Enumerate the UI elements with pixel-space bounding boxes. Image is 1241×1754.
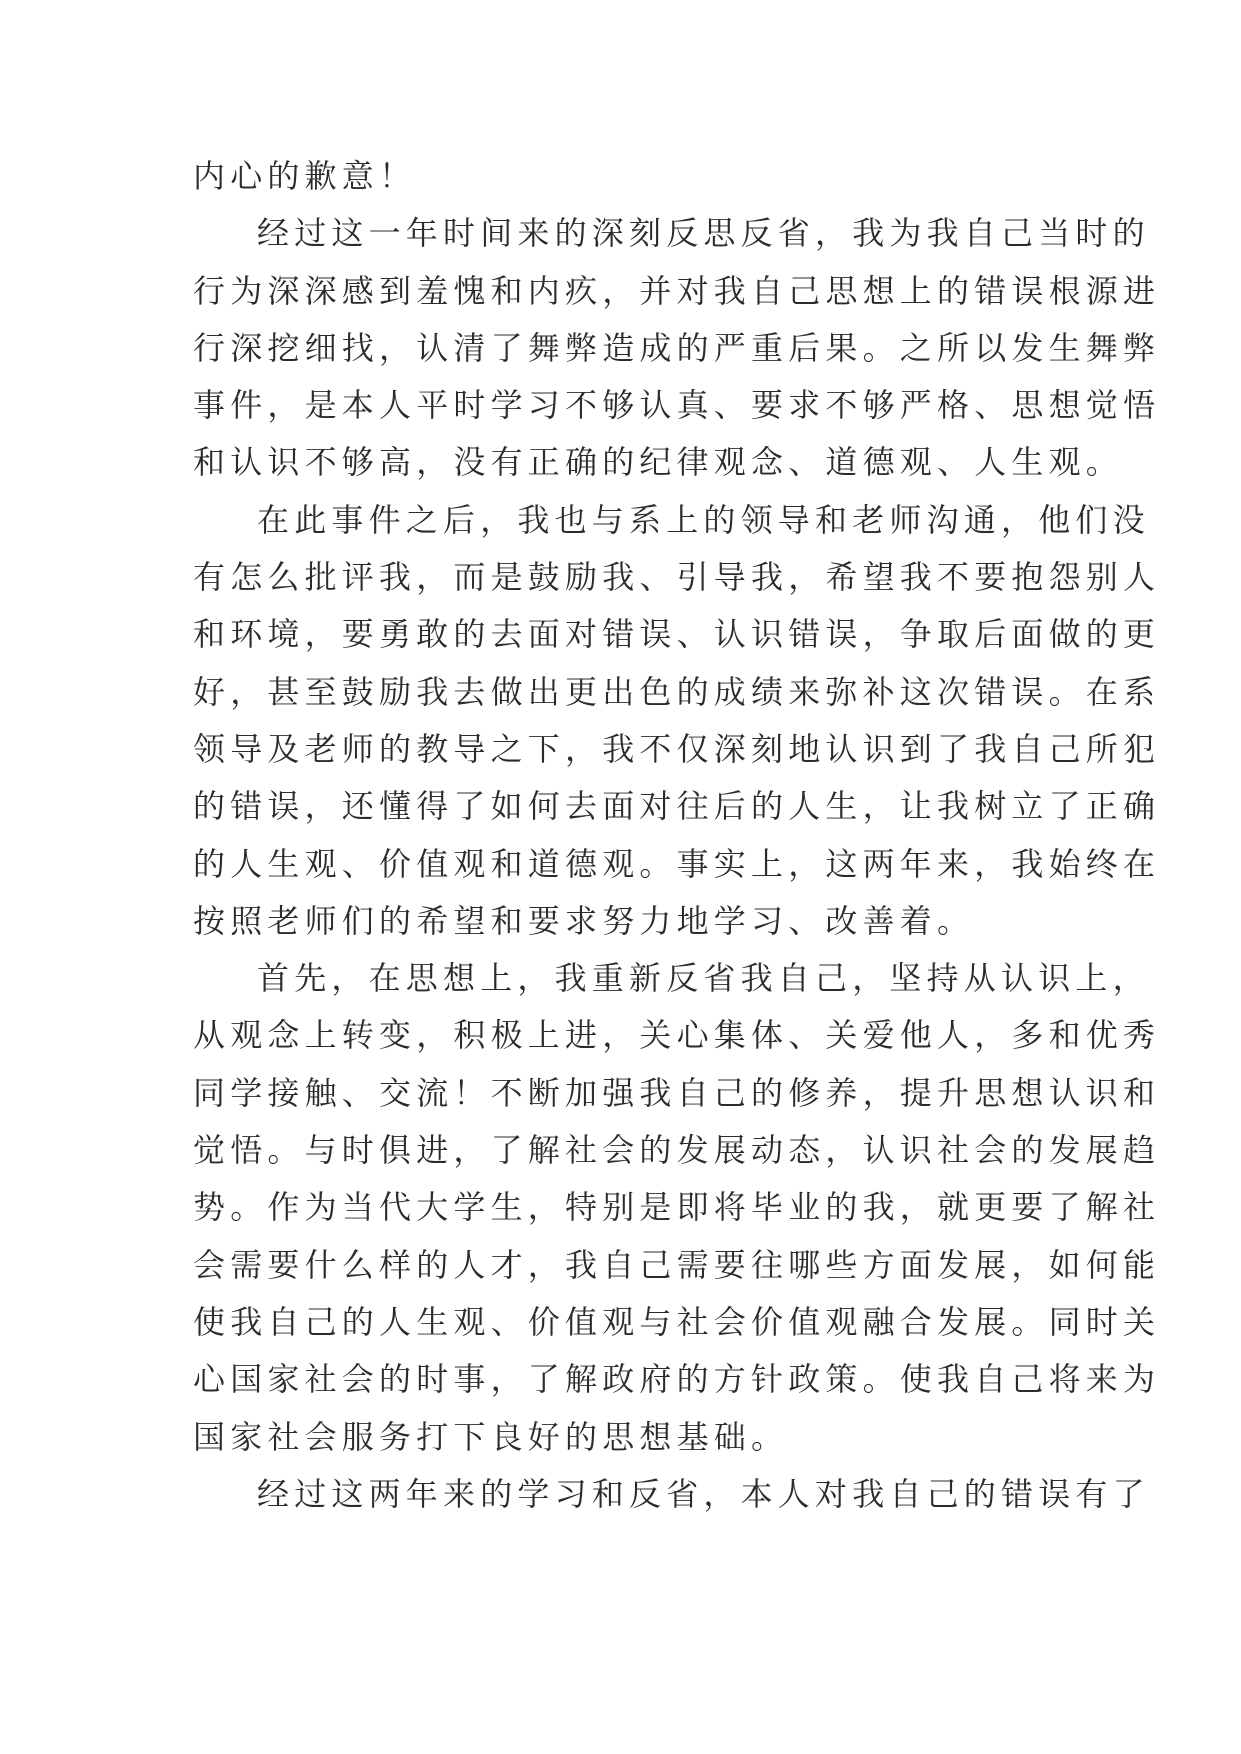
text-line: 使我自己的人生观、价值观与社会价值观融合发展。同时关 xyxy=(193,1302,1161,1341)
text-line: 的错误，还懂得了如何去面对往后的人生，让我树立了正确 xyxy=(193,787,1161,826)
text-line: 好，甚至鼓励我去做出更出色的成绩来弥补这次错误。在系 xyxy=(193,672,1161,711)
text-line: 同学接触、交流！不断加强我自己的修养，提升思想认识和 xyxy=(193,1073,1161,1112)
text-line: 和认识不够高，没有正确的纪律观念、道德观、人生观。 xyxy=(193,443,1124,482)
paragraph-start-line: 经过这两年来的学习和反省，本人对我自己的错误有了 xyxy=(257,1474,1150,1513)
text-line: 心国家社会的时事，了解政府的方针政策。使我自己将来为 xyxy=(193,1360,1161,1399)
text-line: 会需要什么样的人才，我自己需要往哪些方面发展，如何能 xyxy=(193,1245,1161,1284)
body-text xyxy=(193,148,1161,1523)
text-line: 内心的歉意！ xyxy=(193,157,417,195)
text-line: 国家社会服务打下良好的思想基础。 xyxy=(193,1417,789,1456)
text-line: 和环境，要勇敢的去面对错误、认识错误，争取后面做的更 xyxy=(193,615,1161,654)
paragraph-start-line: 在此事件之后，我也与系上的领导和老师沟通，他们没 xyxy=(257,500,1150,539)
text-line: 势。作为当代大学生，特别是即将毕业的我，就更要了解社 xyxy=(193,1188,1161,1227)
text-line: 的人生观、价值观和道德观。事实上，这两年来，我始终在 xyxy=(193,844,1161,883)
text-line: 觉悟。与时俱进，了解社会的发展动态，认识社会的发展趋 xyxy=(193,1131,1161,1170)
text-line: 行深挖细找，认清了舞弊造成的严重后果。之所以发生舞弊 xyxy=(193,328,1161,367)
paragraph-start-line: 首先，在思想上，我重新反省我自己，坚持从认识上， xyxy=(257,959,1150,998)
text-line: 领导及老师的教导之下，我不仅深刻地认识到了我自己所犯 xyxy=(193,729,1161,768)
text-line: 行为深深感到羞愧和内疚，并对我自己思想上的错误根源进 xyxy=(193,271,1161,310)
text-line: 事件，是本人平时学习不够认真、要求不够严格、思想觉悟 xyxy=(193,386,1161,425)
text-line: 按照老师们的希望和要求努力地学习、改善着。 xyxy=(193,901,975,940)
text-line: 从观念上转变，积极上进，关心集体、关爱他人，多和优秀 xyxy=(193,1016,1161,1055)
paragraph-start-line: 经过这一年时间来的深刻反思反省，我为我自己当时的 xyxy=(257,214,1150,253)
text-line: 有怎么批评我，而是鼓励我、引导我，希望我不要抱怨别人 xyxy=(193,558,1161,597)
